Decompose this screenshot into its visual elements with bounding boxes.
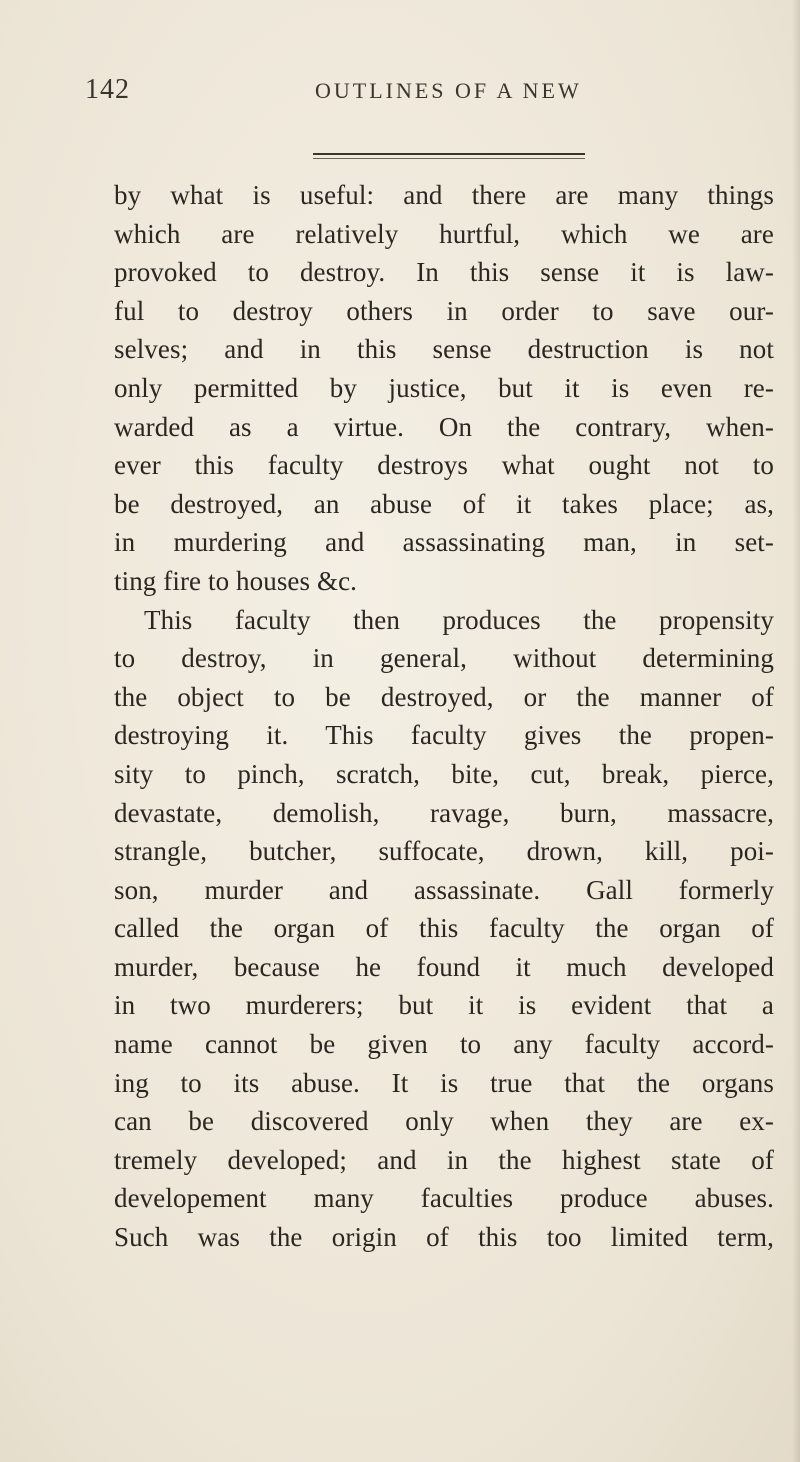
text-line: ing to its abuse. It is true that the organs: [114, 1067, 774, 1098]
text-line: sity to pinch, scratch, bite, cut, break, pierce,: [114, 758, 774, 789]
text-line: developement many faculties produce abuses.: [114, 1183, 774, 1214]
text-line: son, murder and assassinate. Gall formerly: [114, 874, 774, 905]
text-line: ever this faculty destroys what ought not to: [114, 450, 774, 481]
text-line: warded as a virtue. On the contrary, when-: [114, 411, 774, 442]
text-line: ful to destroy others in order to save our-: [114, 295, 774, 326]
running-head: OUTLINES OF A NEW: [315, 78, 582, 103]
text-line: strangle, butcher, suffocate, drown, kill, poi-: [114, 836, 774, 867]
text-line: destroying it. This faculty gives the propen-: [114, 720, 774, 751]
page-edge-shadow: [792, 0, 800, 1462]
text-line: tremely developed; and in the highest state of: [114, 1144, 774, 1175]
text-line: selves; and in this sense destruction is not: [114, 334, 774, 365]
text-line: be destroyed, an abuse of it takes place; as,: [114, 488, 774, 519]
text-line: can be discovered only when they are ex-: [114, 1106, 774, 1137]
header-rule-thin: [313, 158, 585, 159]
text-line-paragraph-end: ting fire to houses &c.: [114, 565, 358, 596]
text-line: called the organ of this faculty the organ of: [114, 913, 774, 944]
text-line: Such was the origin of this too limited term,: [114, 1222, 774, 1253]
text-line: in two murderers; but it is evident that a: [114, 990, 774, 1021]
page-header: [85, 74, 725, 114]
body-text: [114, 176, 774, 1257]
text-line: murder, because he found it much developed: [114, 951, 774, 982]
text-line: the object to be destroyed, or the manner of: [114, 681, 774, 712]
page-number: 142: [85, 74, 130, 105]
text-line: in murdering and assassinating man, in set-: [114, 527, 774, 558]
header-rule: [313, 153, 585, 155]
text-line: only permitted by justice, but it is even re-: [114, 372, 774, 403]
text-line: which are relatively hurtful, which we are: [114, 218, 774, 249]
text-line: name cannot be given to any faculty accord-: [114, 1029, 774, 1060]
text-line-paragraph-start: This faculty then produces the propensity: [144, 604, 774, 635]
text-line: provoked to destroy. In this sense it is law-: [114, 257, 774, 288]
text-line: by what is useful: and there are many things: [114, 180, 774, 210]
text-line: to destroy, in general, without determining: [114, 643, 774, 674]
text-line: devastate, demolish, ravage, burn, massacre,: [114, 797, 774, 828]
